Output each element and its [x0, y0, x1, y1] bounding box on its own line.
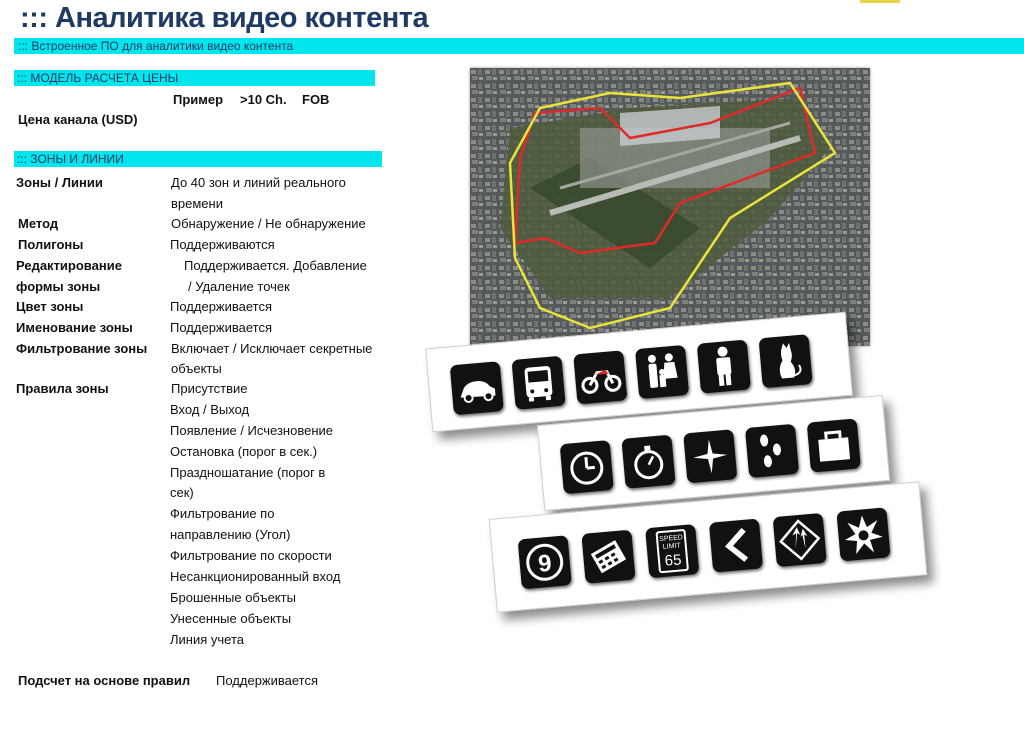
label-method: Метод	[18, 216, 59, 231]
pricing-col-channels: >10 Ch.	[240, 92, 287, 107]
pricing-row-label: Цена канала (USD)	[18, 112, 138, 127]
chevron-left-icon	[709, 518, 763, 572]
page-title: ::: Аналитика видео контента	[20, 2, 429, 34]
cat-icon	[759, 334, 813, 388]
value-editing-1: Поддерживается. Добавление	[184, 258, 367, 273]
value-rule-counting: Поддерживается	[216, 673, 319, 688]
label-zone-rules: Правила зоны	[16, 381, 109, 396]
value-zones-lines-2: времени	[171, 196, 223, 211]
logo-mark	[860, 0, 900, 3]
value-zone-filter-2: объекты	[171, 361, 222, 376]
rule-item: Праздношатание (порог в	[170, 465, 326, 480]
car-icon	[450, 361, 504, 415]
speed-sign-line1: SPEED	[659, 534, 684, 544]
pricing-col-fob: FOB	[302, 92, 330, 107]
timer-icon	[560, 440, 614, 494]
rule-item: сек)	[170, 485, 194, 500]
aerial-map-image	[470, 68, 870, 346]
speed-sign-value: 65	[663, 551, 683, 570]
footprints-icon	[745, 424, 799, 478]
motorcycle-icon	[573, 350, 627, 404]
pricing-col-example: Пример	[173, 92, 224, 107]
rule-item: Унесенные объекты	[170, 611, 292, 626]
rule-item: Появление / Исчезновение	[170, 423, 333, 438]
merge-arrows-icon	[773, 513, 827, 567]
label-editing-1: Редактирование	[16, 258, 122, 273]
rule-item: Фильтрование по	[170, 506, 275, 521]
rule-item: Фильтрование по скорости	[170, 548, 332, 563]
rule-item: направлению (Угол)	[170, 527, 291, 542]
nine-icon	[518, 535, 572, 589]
label-zone-naming: Именование зоны	[16, 320, 133, 335]
compass-icon	[683, 429, 737, 483]
pricing-header: ::: МОДЕЛЬ РАСЧЕТА ЦЕНЫ	[14, 70, 375, 86]
bus-icon	[511, 356, 565, 410]
label-editing-2: формы зоны	[16, 279, 101, 294]
label-zone-filter: Фильтрование зоны	[16, 341, 148, 356]
calculator-icon	[581, 530, 635, 584]
rule-item: Линия учета	[170, 632, 244, 647]
rule-item: Брошенные объекты	[170, 590, 296, 605]
value-polygons: Поддерживаются	[170, 237, 275, 252]
value-zone-naming: Поддерживается	[170, 320, 273, 335]
bag-icon	[807, 418, 861, 472]
value-zones-lines-1: До 40 зон и линий реального	[171, 175, 346, 190]
speed-limit-icon	[645, 524, 699, 578]
family-icon	[635, 345, 689, 399]
label-polygons: Полигоны	[18, 237, 84, 252]
label-rule-counting: Подсчет на основе правил	[18, 673, 191, 688]
value-method: Обнаружение / Не обнаружение	[171, 216, 366, 231]
label-zone-color: Цвет зоны	[16, 299, 84, 314]
rule-item: Остановка (порог в сек.)	[170, 444, 318, 459]
rule-item: Присутствие	[171, 381, 248, 396]
value-editing-2: / Удаление точек	[188, 279, 290, 294]
value-zone-color: Поддерживается	[170, 299, 273, 314]
value-zone-filter-1: Включает / Исключает секретные	[171, 341, 373, 356]
nine-digit: 9	[537, 549, 553, 578]
label-zones-lines: Зоны / Линии	[16, 175, 103, 190]
explosion-icon	[836, 507, 890, 561]
stopwatch-icon	[621, 435, 675, 489]
speed-sign-line2: LIMIT	[662, 542, 682, 551]
zones-header: ::: ЗОНЫ И ЛИНИИ	[14, 151, 382, 167]
rule-item: Несанкционированный вход	[170, 569, 341, 584]
rule-item: Вход / Выход	[170, 402, 250, 417]
subtitle-banner: ::: Встроенное ПО для аналитики видео контента	[14, 38, 1024, 54]
person-icon	[697, 340, 751, 394]
